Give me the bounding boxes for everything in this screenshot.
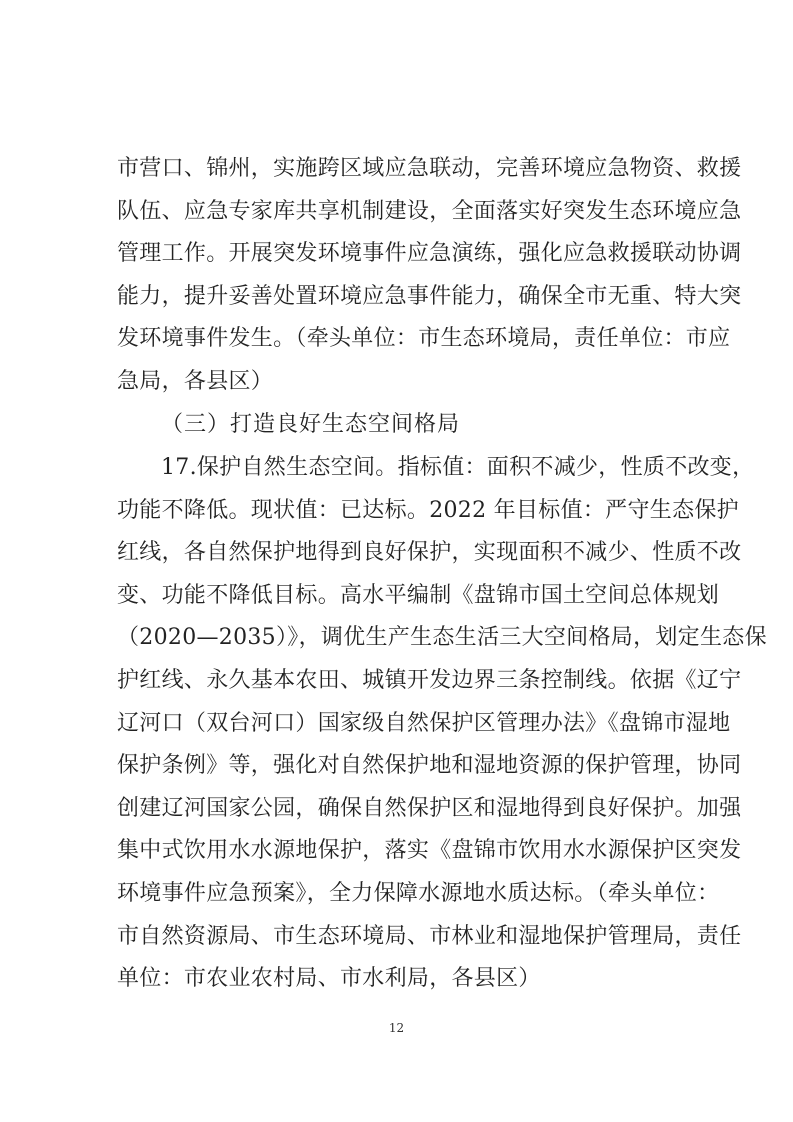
page-number: 12 bbox=[388, 1021, 405, 1035]
text-line: （2020—2035）》，调优生产生态生活三大空间格局，划定生态保 bbox=[117, 625, 767, 651]
text-line: 队伍、应急专家库共享机制建设，全面落实好突发生态环境应急 bbox=[117, 198, 742, 224]
text-line: 能力，提升妥善处置环境应急事件能力，确保全市无重、特大突 bbox=[117, 283, 742, 309]
text-line: 管理工作。开展突发环境事件应急演练，强化应急救援联动协调 bbox=[117, 241, 742, 267]
text-line: 集中式饮用水水源地保护，落实《盘锦市饮用水水源保护区突发 bbox=[117, 838, 742, 864]
text-line: 护红线、永久基本农田、城镇开发边界三条控制线。依据《辽宁 bbox=[117, 667, 742, 693]
text-line: 保护条例》等，强化对自然保护地和湿地资源的保护管理，协同 bbox=[117, 753, 742, 779]
text-line: 红线，各自然保护地得到良好保护，实现面积不减少、性质不改 bbox=[117, 540, 742, 566]
text-line: 17.保护自然生态空间。指标值：面积不减少，性质不改变， bbox=[161, 455, 755, 480]
text-line: 单位：市农业农村局、市水利局，各县区） bbox=[117, 966, 541, 992]
text-line: 功能不降低。现状值：已达标。2022 年目标值：严守生态保护 bbox=[117, 497, 739, 523]
section-heading: （三）打造良好生态空间格局 bbox=[161, 412, 461, 437]
section-heading-block bbox=[117, 404, 695, 447]
text-line: 市自然资源局、市生态环境局、市林业和湿地保护管理局，责任 bbox=[117, 923, 742, 949]
paragraph-item-17 bbox=[117, 447, 767, 1001]
paragraph-continuation bbox=[117, 148, 742, 404]
text-line: 创建辽河国家公园，确保自然保护区和湿地得到良好保护。加强 bbox=[117, 795, 742, 821]
text-line: 变、功能不降低目标。高水平编制《盘锦市国土空间总体规划 bbox=[117, 582, 720, 608]
text-line: 急局，各县区） bbox=[117, 368, 274, 394]
text-line: 辽河口（双台河口）国家级自然保护区管理办法》《盘锦市湿地 bbox=[117, 710, 731, 736]
text-line: 发环境事件发生。（牵头单位：市生态环境局，责任单位：市应 bbox=[117, 326, 731, 352]
text-line: 市营口、锦州，实施跨区域应急联动，完善环境应急物资、救援 bbox=[117, 156, 742, 181]
text-line: 环境事件应急预案》，全力保障水源地水质达标。（牵头单位： bbox=[117, 880, 720, 906]
